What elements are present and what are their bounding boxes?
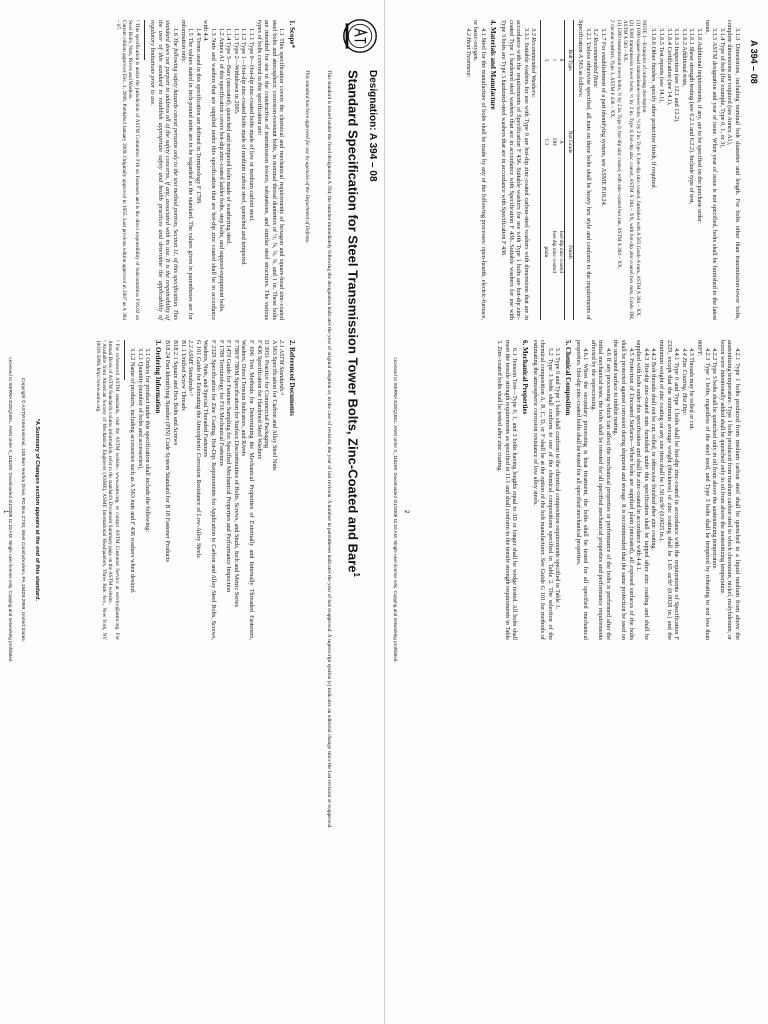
reference-item: F 2329 Specification for Zinc Coating, Hot-Dip, Requirements for Application to Carbon and Alloy Steel Bolts, Screws, Washers, Nuts, and Special Threaded Fasteners	[202, 340, 218, 640]
recommended-nuts-text: 3.2.1 Unless otherwise specified, all nuts on these bolts shall be heavy hex style and conform to the requirements of Specification A 563 as follows:	[577, 20, 592, 320]
materials-item: 4.4.3 Hot-dip zinc-coated nuts furnished under this specification shall be tapped after zinc coating and shall be supplied with bolts under this specification and shall be zinc-coated in accordance with 4.4.1.	[635, 340, 650, 640]
materials-item: 4.1 Steel for the manufacture of bolts shall be made by any of the following processes: open-hearth, electric-furnace, or basic-oxygen.	[472, 20, 487, 320]
table-cell: C3	[542, 138, 549, 146]
page2-right-column	[496, 340, 741, 640]
page1-left-column	[115, 20, 298, 320]
page-number: 2	[403, 510, 409, 514]
reference-item: F 436 Specification for Hardened Steel Washers	[255, 340, 263, 459]
materials-item: 4.2.1 Type 1 bolts produced from medium carbon steel shall be quenched in a liquid medium from above the austenitizing temperature. Type 1 bolts produced from medium carbon steel to which chromium, nickel, molybdenum, or boron were intentionally added shall be quenched only in oil from above the austenitizing temperature.	[718, 340, 741, 640]
scope-para: 1.5 The values stated in inch-pound units are to be regarded as the standard. The values given in parentheses are for information only.	[179, 20, 195, 320]
ordering-item: 3.1.6.3 Inspection (see 12.1 and 12.2),	[673, 28, 681, 123]
table-header: Bolt Type	[565, 20, 574, 100]
table-cell: hot-dip zinc-coated	[558, 231, 565, 273]
asme-item: B1.1 Unified Screw Threads	[179, 340, 187, 411]
asme-item: B18.24 Part Identifying Number (PIN) Code System Standard for B 18 Fastener Products	[164, 340, 172, 562]
table-header: Finish	[565, 184, 574, 320]
ordering-item: 3.1.6.4 Certification (see 14.1),	[665, 28, 673, 106]
ordering-item: 3.1.1 Quantity (number of bolts and accessories),	[136, 348, 144, 470]
mechanical-item: 6.1 Tension Test—Type 0, 1, and 3 bolts having lengths equal to 3D or longer shall be wedge tested. All bolts shall meet the tensile strength requirements as specified in 11.1 and shall conform to the tensile strength requirements in Table 3. Zinc-coated bolts shall be tested after zinc coating.	[496, 340, 519, 640]
reference-item: F 788/F 788M Specification for Surface Discontinuities of Bolts, Screws, and Studs, Inch and Metric Series	[232, 340, 240, 608]
footnote-divider	[144, 20, 145, 60]
license-line: Licensed to SIERRA EZEQUIEL. ANSI order X_116209. Downloaded 4/1/2009 11:16 AM. Single user license only. Copying and networking prohibited.	[8, 357, 13, 663]
table-cell: 0	[558, 58, 565, 62]
footnote-1: ¹ This specification is under the jurisdiction of ASTM Committee F16 on Fasteners and is the direct responsibility of Subcommittee F16.02 on Steel Bolts, Nuts, Rivets and Washers.	[127, 20, 140, 320]
ordering-item: 3.1.6.1 Shear strength testing (see 6.2.1 and 6.2.2). Include type of test,	[688, 28, 696, 205]
table-cell: plain	[542, 246, 549, 258]
reference-item: F 1470 Guide for Fastener Sampling for Specified Mechanical Properties and Performance Inspection	[225, 340, 233, 593]
reference-item: D 3951 Practice for Commercial Packaging	[263, 340, 271, 449]
materials-item: 4.3 Threads may be rolled or cut.	[688, 348, 696, 431]
license-line: Licensed to SIERRA EZEQUIEL. ANSI order X_116209. Downloaded 4/1/2009 11:16 AM. Single user license only. Copying and networking prohibited.	[393, 357, 398, 663]
footnote-2: ² For referenced ASTM standards, visit the ASTM website, www.astm.org, or contact ASTM Customer Service at service@astm.org. For Annual Book of ASTM Standards volume information, refer to the standard's Document Summary page on the ASTM website.	[107, 340, 120, 640]
materials-heading: 4. Materials and Manufacture	[489, 20, 498, 110]
table-cell: 3	[542, 58, 549, 62]
asme-standards-subheading: 2.2 ASME Standards:³	[187, 340, 195, 396]
scope-para: 1.1.1 Type 0—Hot-dip zinc-coated bolts made of low or medium carbon steel.	[248, 28, 256, 222]
ordering-item: 3.1 Orders for product under this specification shall include the following:	[144, 348, 152, 533]
summary-text: *A Summary of Changes section appears at the end of this standard.	[34, 418, 40, 602]
materials-item: 4.6 If any processing which can affect the mechanical properties or performance of the bolts is performed after the initial mechanical tests, the bolts shall be retested for all specified mechanical properties and performance requirements affected by the reprocessing.	[589, 340, 612, 640]
astm-standards-subheading: 2.1 ASTM Standards:²	[278, 340, 286, 395]
chemical-item: 5.2 Type 3 bolts shall conform to one of the chemical compositions specified in Table 2. The selection of the chemical composition A, B, C, D, or F shall be at the option of the bolt manufacturer. See Guide G 101 for methods of estimating the atmospheric corrosion resistance of low alloy steels.	[531, 340, 554, 640]
scope-para: 1.2 Annex A1 of this specification covers hot-dip zinc-coated ladder bolts, step bolts, and support-equipment bolts.	[217, 28, 225, 313]
nut-grade-table	[540, 20, 573, 320]
scope-para: 1.1 This specification covers the chemical and mechanical requirements of hexagon and square-head zinc-coated steel bolts and atmospheric corrosion-resistant bolts, in nominal thread diameters of ½, ⅝, ¾, ⅞, and 1 in. These bolts are intended for use in the construction of transmission towers, substations, and similar steel structures. The various types of bolts covered in this specification are:	[255, 20, 286, 320]
ordering-item: 3.1.5 ASTM designation and year of issue. When year of issue is not specified, bolts shall be furnished to the latest issue,	[703, 20, 719, 320]
note-1-item: (2) 1000 transmission tower bolts, ½ by 2 in. Type 0, hot-dip zinc coated, ASTM A 394 – XX, with hot-dip zinc-coated hex nuts, Grade DH, ASTM A 563 – XX.	[621, 20, 635, 320]
scope-heading: 1. Scope*	[288, 20, 296, 48]
table-cell: 1	[550, 58, 557, 62]
recommended-washers-text: 3.3.1 Suitable washers for use with Type 0 are hot-dip zinc-coated carbon-steel washers with dimensions that are in accordance with the requirements of Specification F 436. Suitable washers for use with Type 1 bolts are hot-dip zinc-coated Type 1 hardened steel washers that are in accordance with Specification F 436. Suitable washers for use with Type 3 bolts are Type 3 hardened-steel washers that are in accordance with Specification F 436.	[499, 20, 530, 320]
ordering-item: 3.1.6 Additional requirements, if any, are to be specified on the purchase order:	[696, 28, 704, 224]
scope-para: 1.6 The following safety hazards caveat pertains only to the test method portion, Section 11, of this specification. This standard does not purport to address all of the safety concerns, if any, associated with its use. It is the responsibility of the user of this standard to establish appropriate safety and health practices and determine the applicability of regulatory limitations prior to use.	[149, 20, 180, 320]
materials-item: 4.4.2 Bolt threads shall not be cut, rolled, or otherwise finished after zinc coating.	[650, 348, 658, 551]
table-row	[549, 20, 557, 320]
page1-right-column	[94, 340, 298, 640]
ordering-item: 3.1.6.5 Test reports (see 14.1),	[658, 28, 666, 103]
table-row	[557, 20, 565, 320]
ordering-item: 3.1.3 Dimensions, including nominal bolt diameter and length. For bolts other than transmission-tower bolts, complete dimensions are required (see Annex A1),	[726, 20, 741, 320]
ordering-item: 3.1.2 Name of products, including accessories such as A 563 nuts and F 436 washers when desired.	[129, 348, 137, 594]
part-id-para: 3.1.7 For establishment of a part identifying system, see ASME B18.24.	[600, 28, 608, 207]
ordering-item: 3.1.6.2 Additional tests,	[680, 28, 688, 87]
standard-notice: This standard is issued under the fixed designation A 394; the number immediately following the designation indicates the year of original adoption or, in the case of revision, the year of last revision. A number in parentheses indicates the year of last reapproval. A superscript epsilon (ε) indicates an editorial change since the last revision or reapproval.	[326, 70, 332, 829]
table-cell: DH	[550, 138, 557, 146]
materials-item: 4.2.3 Type 1 bolts, regardless of the steel used, and Type 3 bolts shall be tempered by reheating to not less than 800°F.	[696, 340, 711, 640]
materials-item: 4.5 Protection of Uncoated Surfaces—When bolts are supplied plain (uncoated), all exposed surfaces of the bolts shall be protected against corrosion during shipment and storage. It is recommended that the same protection be used on the uncoated surface to inhibit rusting.	[612, 340, 635, 640]
chemical-composition-heading: 5. Chemical Composition	[563, 340, 572, 416]
reference-item: A 563 Specification for Carbon and Alloy Steel Nuts	[270, 340, 278, 471]
materials-item: 4.4.1 Type 0 and Type 1 bolts shall be hot-dip zinc-coated in accordance with the requirements of Specification F 2329, except that the minimum average weight (thickness) of zinc coating shall be 1.65 oz/ft² (0.0028 in.) and the minimum weight of zinc coating on any one item shall be 1.50 oz/ft² (0.0025 in.).	[658, 340, 681, 640]
materials-item: 4.2 Heat Treatment:	[464, 28, 472, 78]
copyright-line: Copyright © ASTM International, 100 Barr Harbor Drive, PO Box C700, West Conshohocken, PA 19428-2959, United States.	[20, 377, 25, 643]
reference-item: F 1789 Terminology for F16 Mechanical Fasteners	[217, 340, 225, 466]
recommended-washers-heading: 3.3 Recommended Washers:	[530, 28, 538, 98]
table-cell: hot-dip zinc-coated	[550, 231, 557, 273]
materials-item: 4.6.1 When the secondary processing is heat treatment, the bolts shall be tested for all specified mechanical properties. Hot-dip zinc-coated bolts shall be tested for all specified mechanical properties.	[574, 340, 590, 640]
table-header-row	[565, 20, 574, 320]
summary-note	[34, 20, 40, 1000]
mechanical-properties-heading: 6. Mechanical Properties	[520, 340, 529, 415]
note-1-item: (1) 1000 square-head transmission-tower bolts, ½ by 2 in. Type 0, hot-dip zinc-coated, furnished with A 563 Grade A nuts, ASTM A 394 – XX.	[634, 20, 641, 318]
ordering-item: 3.1.4 Type of bolt (for example, Type 0, 1, or 3),	[718, 28, 726, 148]
designation: Designation: A 394 – 08	[367, 70, 378, 182]
reference-item: F 606 Test Methods for Determining the Mechanical Properties of Externally and Internally Threaded Fasteners, Washers, Direct Tension Indicators, and Rivets	[240, 340, 256, 640]
footnote-1-edition: Current edition approved Dec. 1, 2008. Published January 2009. Originally approved in 1955. Last previous edition approved in 2007 as A 394 – 07.	[114, 20, 128, 320]
table-header: Nut Grade	[565, 100, 574, 184]
table-row	[541, 20, 549, 320]
referenced-documents-heading: 2. Referenced Documents	[288, 340, 296, 416]
asme-item: B18.2.1 Square and Hex Bolts and Screws	[172, 340, 180, 446]
title-text: Standard Specification for Steel Transmission Tower Bolts, Zinc-Coated and Bare	[345, 70, 361, 573]
title-footnote-mark: 1	[352, 572, 361, 577]
note-1-heading: NOTE 1—Examples of ordering description:	[640, 20, 647, 114]
reference-item: G 101 Guide for Estimating the Atmospheric Corrosion Resistance of Low-Alloy Steels	[194, 340, 202, 558]
document-page-2	[384, 0, 768, 1024]
recommended-nuts-heading: 3.2 Recommended Nuts:	[592, 28, 600, 89]
running-header: A 394 – 08	[749, 40, 759, 84]
note-1-item: 2 circular washers, Type 3, ASTM F 436 – XX.	[609, 20, 616, 119]
page-number: 1	[2, 510, 8, 514]
footnote-divider	[124, 340, 125, 380]
ordering-item: 3.1.6.6 Other finishes, specify other protective finish, if required.	[650, 28, 658, 190]
astm-logo-icon	[342, 18, 378, 54]
note-1-item: (3) 1000 transmission tower bolts, ½ by 2 in. Type 0, hot-dip zinc coated, with zinc-coated hex nut, ASTM A 394 – XX.	[615, 20, 622, 269]
scope-para: 1.1.4 Type 3—Bare (uncoated), quenched and tempered bolts made of weathering steel.	[225, 28, 233, 246]
scope-para: 1.4 Terms used in this specification are defined in Terminology F 1789.	[194, 28, 202, 205]
scope-para: 1.3 Nuts and washers that are supplied under this specification that are hot-dip zinc coated shall be in accordance with 4.4.	[202, 20, 218, 320]
scope-para: 1.1.2 Type 1—Hot-dip zinc-coated bolts made of medium carbon steel, quenched and tempered.	[240, 28, 248, 266]
table-cell: A	[558, 139, 565, 144]
materials-item: 4.4 Zinc Coating, Hot Dip:	[680, 348, 688, 416]
scope-para: 1.1.3 Type 2—Withdrawn in 2005.	[232, 28, 240, 115]
page2-left-column	[464, 20, 741, 320]
chemical-item: 5.1 Type 0 and Type 1 bolts shall conform to the chemical composition requirements specified in Table 1.	[554, 348, 562, 610]
dod-notice: This standard has been approved for use by agencies of the Department of Defense.	[304, 70, 310, 244]
page-2-rotated-content	[385, 0, 768, 1024]
document-title	[346, 70, 364, 630]
materials-item: 4.2.2 Type 3 bolts shall be quenched only in oil from above the austenitizing temperature.	[711, 348, 719, 570]
footnote-3: ³ Available from American Society of Mechanical Engineers (ASME), ASME International Headquarters, Three Park Ave., New York, NY 10016-5990, http://www.asme.org.	[94, 340, 107, 640]
ordering-heading: 3. Ordering Information	[153, 340, 162, 414]
